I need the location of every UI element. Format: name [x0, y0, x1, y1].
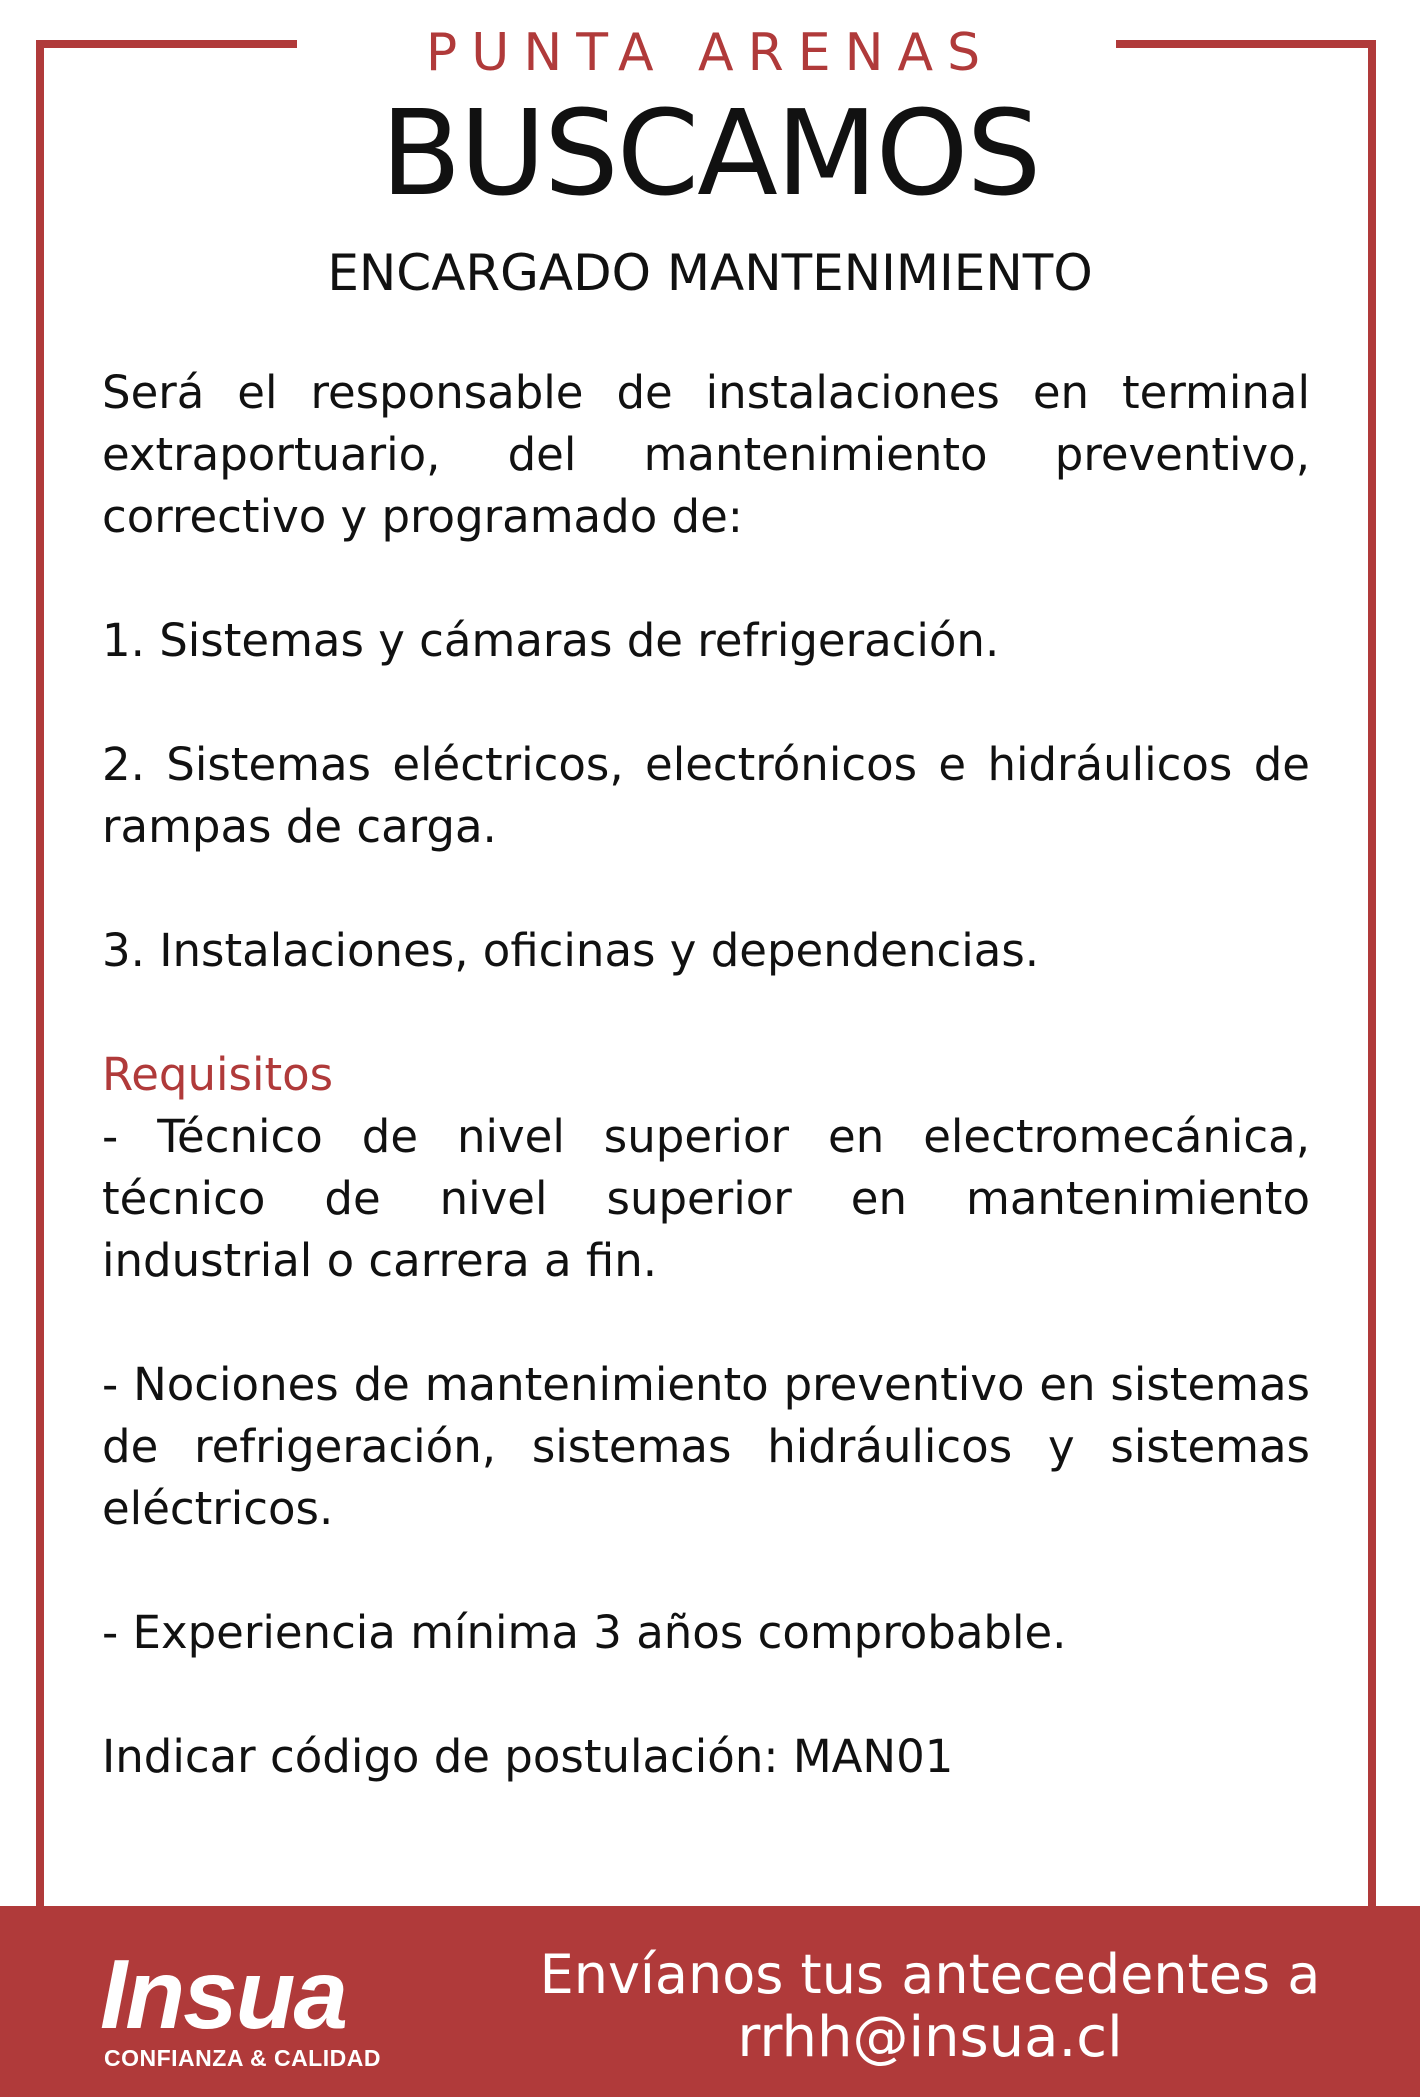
contact-email[interactable]: rrhh@insua.cl — [737, 2005, 1123, 2070]
logo-wordmark: Insua — [100, 1939, 346, 2049]
intro-paragraph: Será el responsable de instalaciones en terminal extraportuario, del mantenimiento preventivo, correctivo y programado de: — [102, 366, 1310, 543]
duty-item-1: 1. Sistemas y cámaras de refrigeración. — [102, 614, 1000, 667]
frame-right-line — [1368, 40, 1376, 1908]
job-description — [102, 362, 1310, 1788]
insua-logo — [100, 1939, 430, 2074]
city-heading: PUNTA ARENAS — [425, 23, 995, 83]
requirement-item-2: - Nociones de mantenimiento preventivo en sistemas de refrigeración, sistemas hidráulicos y sistemas eléctricos. — [102, 1358, 1310, 1535]
headline: BUSCAMOS — [380, 84, 1040, 222]
requirement-item-1: - Técnico de nivel superior en electromecánica, técnico de nivel superior en mantenimiento industrial o carrera a fin. — [102, 1110, 1310, 1287]
duty-item-3: 3. Instalaciones, oficinas y dependencias. — [102, 924, 1040, 977]
call-to-action — [470, 1944, 1390, 2070]
application-code: Indicar código de postulación: MAN01 — [102, 1730, 954, 1783]
position-title: ENCARGADO MANTENIMIENTO — [327, 244, 1093, 302]
cta-text: Envíanos tus antecedentes a — [539, 1943, 1321, 2006]
footer-band — [0, 1906, 1420, 2097]
requirement-item-3: - Experiencia mínima 3 años comprobable. — [102, 1606, 1067, 1659]
duty-item-2: 2. Sistemas eléctricos, electrónicos e hidráulicos de rampas de carga. — [102, 738, 1310, 853]
frame-left-line — [36, 40, 44, 1908]
logo-tagline: CONFIANZA & CALIDAD — [104, 2045, 381, 2071]
requirements-label: Requisitos — [102, 1048, 334, 1101]
